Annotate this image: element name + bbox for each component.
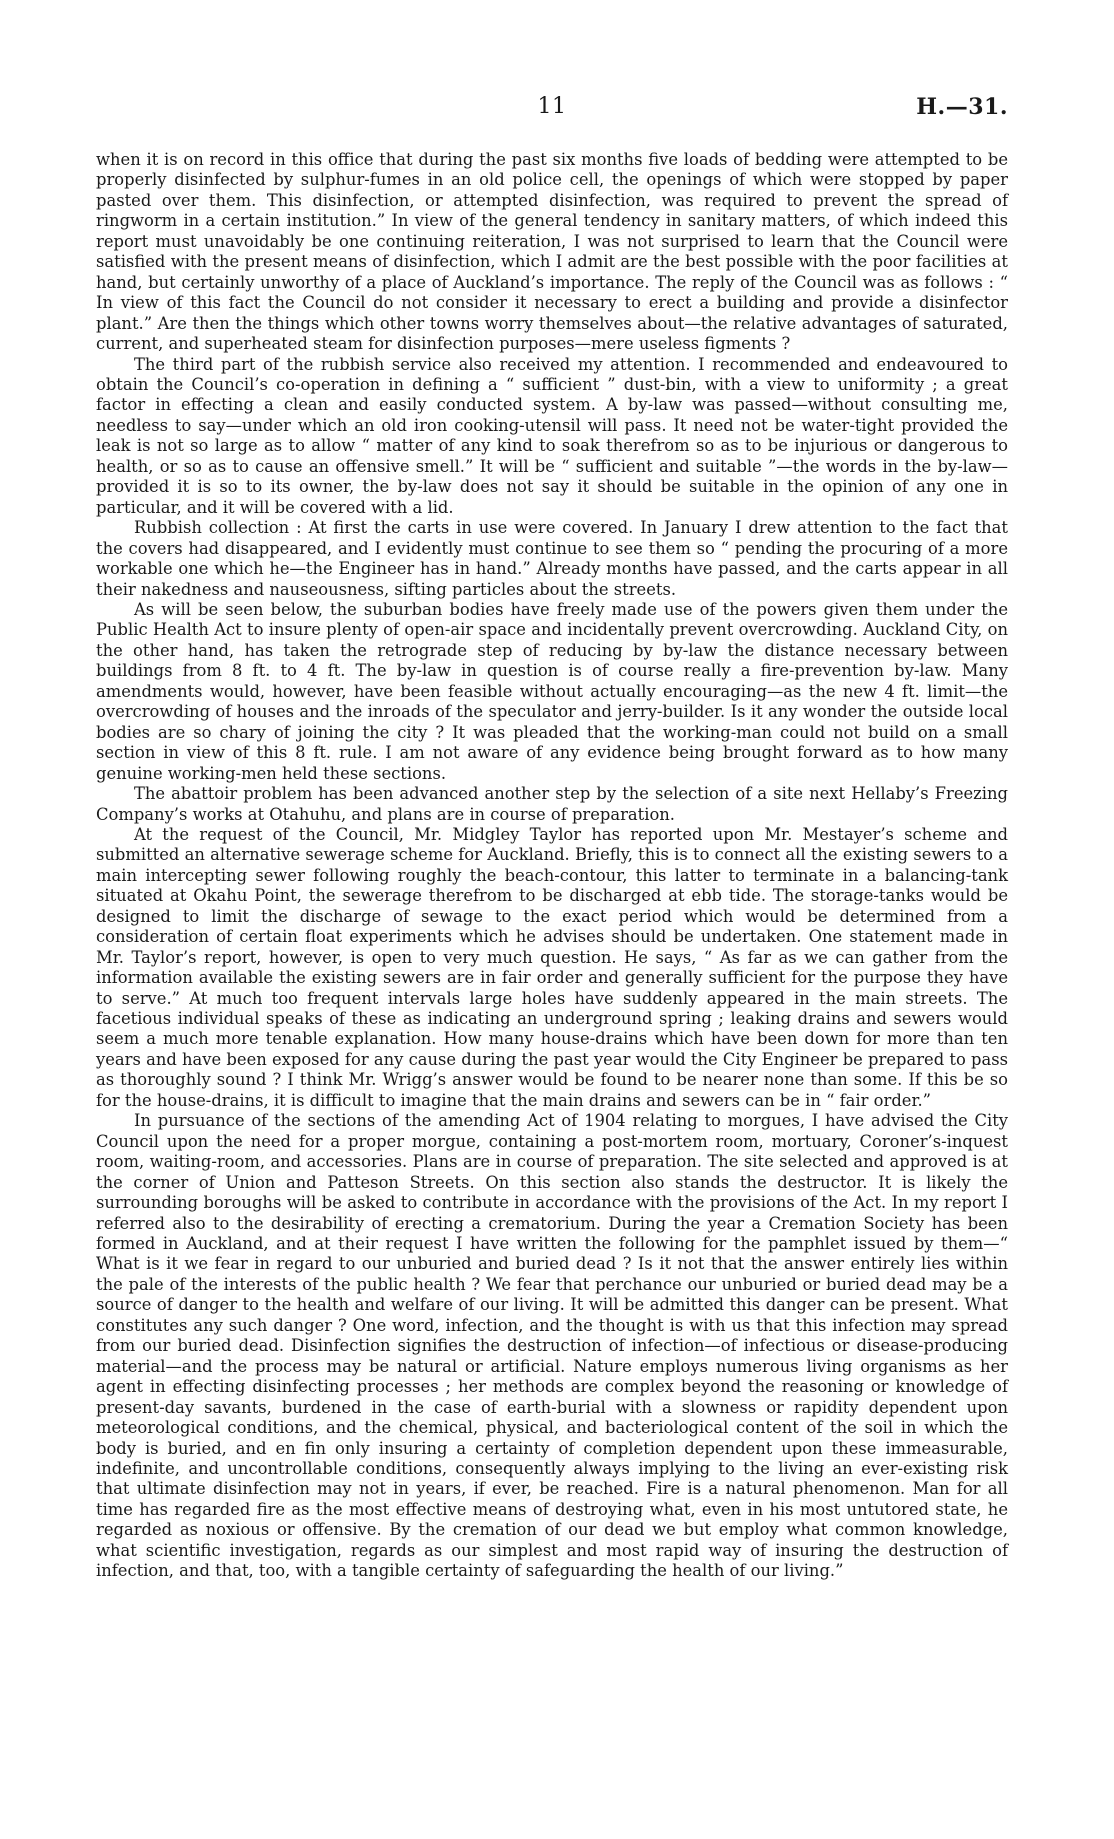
page-number: 11 — [537, 94, 567, 119]
paragraph-morgue-cremation: In pursuance of the sections of the amending Act of 1904 relating to morgues, I have advised the City Council upon the need for a proper morgue, containing a post-mortem room, mortuary, Coroner’s-inquest room, waiting-room, and accessories. Plans are in course of preparation. The site selected and approved is at the corner of Union and Patteson Streets. On this section also stands the destructor. It is likely the surrounding boroughs will be asked to contribute in accordance with the provisions of the Act. In my report I referred also to the desirability of erecting a crematorium. During the year a Cremation Society has been formed in Auckland, and at their request I have written the following for the pamphlet issued by them—“ What is it we fear in regard to our unburied and buried dead ? Is it not that the answer entirely lies within the pale of the interests of the public health ? We fear that perchance our unburied or buried dead may be a source of danger to the health and welfare of our living. It will be admitted this danger can be present. What constitutes any such danger ? One word, infection, and the thought is with us that this infection may spread from our buried dead. Disinfection signifies the destruction of infection—of infectious or disease-producing material—and the process may be natural or artificial. Nature employs numerous living organisms as her agent in effecting disinfecting processes ; her methods are complex beyond the reasoning or knowledge of present-day savants, burdened in the case of earth-burial with a slowness or rapidity dependent upon meteorological conditions, and the chemical, physical, and bacteriological content of the soil in which the body is buried, and en fin only insuring a certainty of completion dependent upon these immeasurable, indefinite, and uncontrollable conditions, consequently always implying to the living an ever-existing risk that ultimate disinfection may not in years, if ever, be reached. Fire is a natural phenomenon. Man for all time has regarded fire as the most effective means of destroying what, even in his most untutored state, he regarded as noxious or offensive. By the cremation of our dead we but employ what common knowledge, what scientific investigation, regards as our simplest and most rapid way of insuring the destruction of infection, and that, too, with a tangible certainty of safeguarding the health of our living.” — [96, 1111, 1008, 1581]
paragraph-disinfection: when it is on record in this office that during the past six months five loads of bedding were attempted to be properly disinfected by sulphur-fumes in an old police cell, the openings of which were stopped by paper pasted over them. This disinfection, or attempted disinfection, was required to prevent the spread of ringworm in a certain institution.” In view of the general tendency in sanitary matters, of which indeed this report must unavoidably be one continuing reiteration, I was not surprised to learn that the Council were satisfied with the present means of disinfection, which I admit are the best possible with the poor facilities at hand, but certainly unworthy of a place of Auckland’s importance. The reply of the Council was as follows : “ In view of this fact the Council do not consider it necessary to erect a building and provide a disinfector plant.” Are then the things which other towns worry themselves about—the relative advantages of saturated, current, and superheated steam for disinfection purposes—mere useless figments ? — [96, 150, 1008, 354]
paragraph-rubbish-collection: Rubbish collection : At first the carts in use were covered. In January I drew attention to the fact that the covers had disappeared, and I evidently must continue to see them so “ pending the procuring of a more workable one which he—the Engineer has in hand.” Already months have passed, and the carts appear in all their nakedness and nauseousness, sifting particles about the streets. — [96, 518, 1008, 599]
paragraph-abattoir: The abattoir problem has been advanced another step by the selection of a site next Hellaby’s Freezing Company’s works at Otahuhu, and plans are in course of preparation. — [96, 784, 1008, 824]
paragraph-dust-bin: The third part of the rubbish service also received my attention. I recommended and endeavoured to obtain the Council’s co-operation in defining a “ sufficient ” dust-bin, with a view to uniformity ; a great factor in effecting a clean and easily conducted system. A by-law was passed—without consulting me, needless to say—under which an old iron cooking-utensil will pass. It need not be water-tight provided the leak is not so large as to allow “ matter of any kind to soak therefrom so as to be injurious or dangerous to health, or so as to cause an offensive smell.” It will be “ sufficient and suitable ”—the words in the by-law—provided it is so to its owner, the by-law does not say it should be suitable in the opinion of any one in particular, and it will be covered with a lid. — [96, 354, 1008, 517]
paragraph-building-distance: As will be seen below, the suburban bodies have freely made use of the powers given them under the Public Health Act to insure plenty of open-air space and incidentally prevent overcrowding. Auckland City, on the other hand, has taken the retrograde step of reducing by by-law the distance necessary between buildings from 8 ft. to 4 ft. The by-law in question is of course really a fire-prevention by-law. Many amendments would, however, have been feasible without actually encouraging—as the new 4 ft. limit—the overcrowding of houses and the inroads of the speculator and jerry-builder. Is it any wonder the outside local bodies are so chary of joining the city ? It was pleaded that the working-man could not build on a small section in view of this 8 ft. rule. I am not aware of any evidence being brought forward as to how many genuine working-men held these sections. — [96, 599, 1008, 783]
paragraph-sewerage-scheme: At the request of the Council, Mr. Midgley Taylor has reported upon Mr. Mestayer’s scheme and submitted an alternative sewerage scheme for Auckland. Briefly, this is to connect all the existing sewers to a main intercepting sewer following roughly the beach-contour, this latter to terminate in a balancing-tank situated at Okahu Point, the sewerage therefrom to be discharged at ebb tide. The storage-tanks would be designed to limit the discharge of sewage to the exact period which would be determined from a consideration of certain float experiments which he advises should be undertaken. One statement made in Mr. Taylor’s report, however, is open to very much question. He says, “ As far as we can gather from the information available the existing sewers are in fair order and generally sufficient for the purpose they have to serve.” At much too frequent intervals large holes have suddenly appeared in the main streets. The facetious individual speaks of these as indicating an underground spring ; leaking drains and sewers would seem a much more tenable explanation. How many house-drains which have been down for more than ten years and have been exposed for any cause during the past year would the City Engineer be prepared to pass as thoroughly sound ? I think Mr. Wrigg’s answer would be found to be nearer none than some. If this be so for the house-drains, it is difficult to imagine that the main drains and sewers can be in “ fair order.” — [96, 824, 1008, 1110]
page-header — [96, 94, 1008, 128]
body-text — [96, 150, 1008, 1582]
document-reference: H.—31. — [916, 94, 1008, 120]
